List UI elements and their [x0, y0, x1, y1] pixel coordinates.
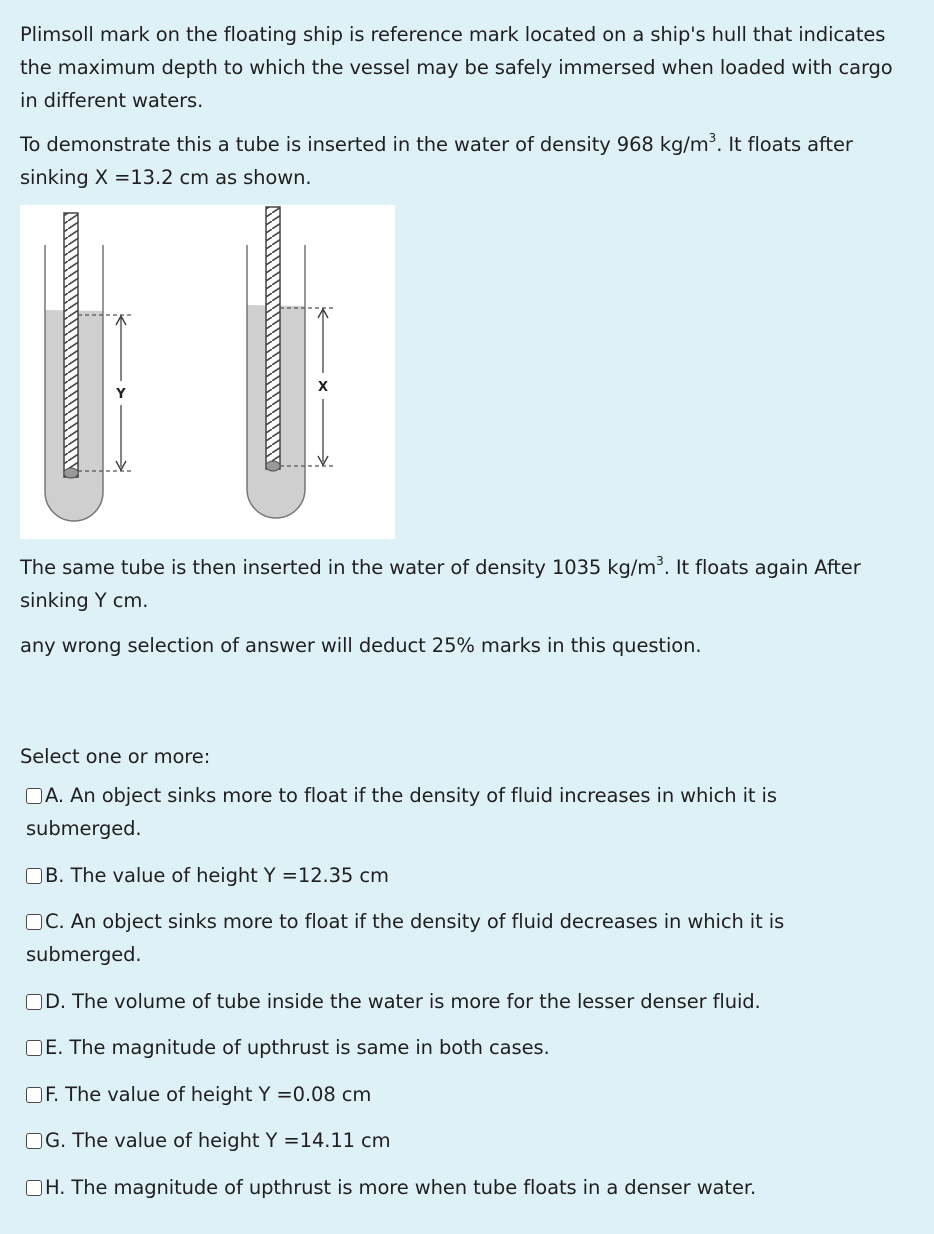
- checkbox[interactable]: [26, 1133, 42, 1149]
- demo-text-suffix: . It floats after sinking X =13.2 cm as shown.: [20, 133, 853, 189]
- select-prompt: Select one or more:: [20, 745, 211, 768]
- penalty-note: any wrong selection of answer will deduct 25% marks in this question.: [20, 634, 702, 657]
- label-x: X: [317, 380, 329, 395]
- answer-option[interactable]: [26, 985, 896, 1018]
- same-exponent: 3: [656, 553, 664, 568]
- answer-option[interactable]: [26, 1031, 896, 1064]
- option-label[interactable]: B. The value of height Y =12.35 cm: [45, 864, 389, 887]
- demo-exponent: 3: [708, 130, 717, 145]
- checkbox[interactable]: [26, 1180, 42, 1196]
- tube-diagram: [20, 205, 395, 539]
- label-y: Y: [116, 387, 126, 402]
- demo-text-prefix: To demonstrate this a tube is inserted in the water of density 968 kg/m: [20, 133, 709, 156]
- option-label[interactable]: D. The volume of tube inside the water is more for the lesser denser fluid.: [45, 990, 761, 1013]
- checkbox[interactable]: [26, 788, 42, 804]
- answer-option[interactable]: [26, 779, 896, 845]
- option-label[interactable]: C. An object sinks more to float if the density of fluid decreases in which it is submerged.: [26, 910, 785, 966]
- same-text-suffix: . It floats again After sinking Y cm.: [20, 556, 861, 612]
- same-tube-text: [20, 551, 905, 617]
- answer-option[interactable]: [26, 1124, 896, 1157]
- option-label[interactable]: E. The magnitude of upthrust is same in both cases.: [45, 1036, 550, 1059]
- option-label[interactable]: A. An object sinks more to float if the density of fluid increases in which it is submerged.: [26, 784, 777, 840]
- option-label[interactable]: F. The value of height Y =0.08 cm: [45, 1083, 372, 1106]
- option-label[interactable]: H. The magnitude of upthrust is more when tube floats in a denser water.: [45, 1176, 757, 1199]
- checkbox[interactable]: [26, 914, 42, 930]
- answer-option[interactable]: [26, 1078, 896, 1111]
- answer-option[interactable]: [26, 859, 896, 892]
- same-text-prefix: The same tube is then inserted in the water of density 1035 kg/m: [20, 556, 657, 579]
- checkbox[interactable]: [26, 1087, 42, 1103]
- answer-option[interactable]: [26, 905, 896, 971]
- checkbox[interactable]: [26, 868, 42, 884]
- answer-option[interactable]: [26, 1171, 896, 1204]
- checkbox[interactable]: [26, 1040, 42, 1056]
- intro-text: Plimsoll mark on the floating ship is reference mark located on a ship's hull that indicates the maximum depth to which the vessel may be safely immersed when loaded with cargo in different waters.: [20, 23, 893, 112]
- demo-text: [20, 128, 905, 194]
- right-tube: [266, 207, 280, 471]
- option-label[interactable]: G. The value of height Y =14.11 cm: [45, 1129, 391, 1152]
- checkbox[interactable]: [26, 994, 42, 1010]
- left-tube: [64, 213, 78, 478]
